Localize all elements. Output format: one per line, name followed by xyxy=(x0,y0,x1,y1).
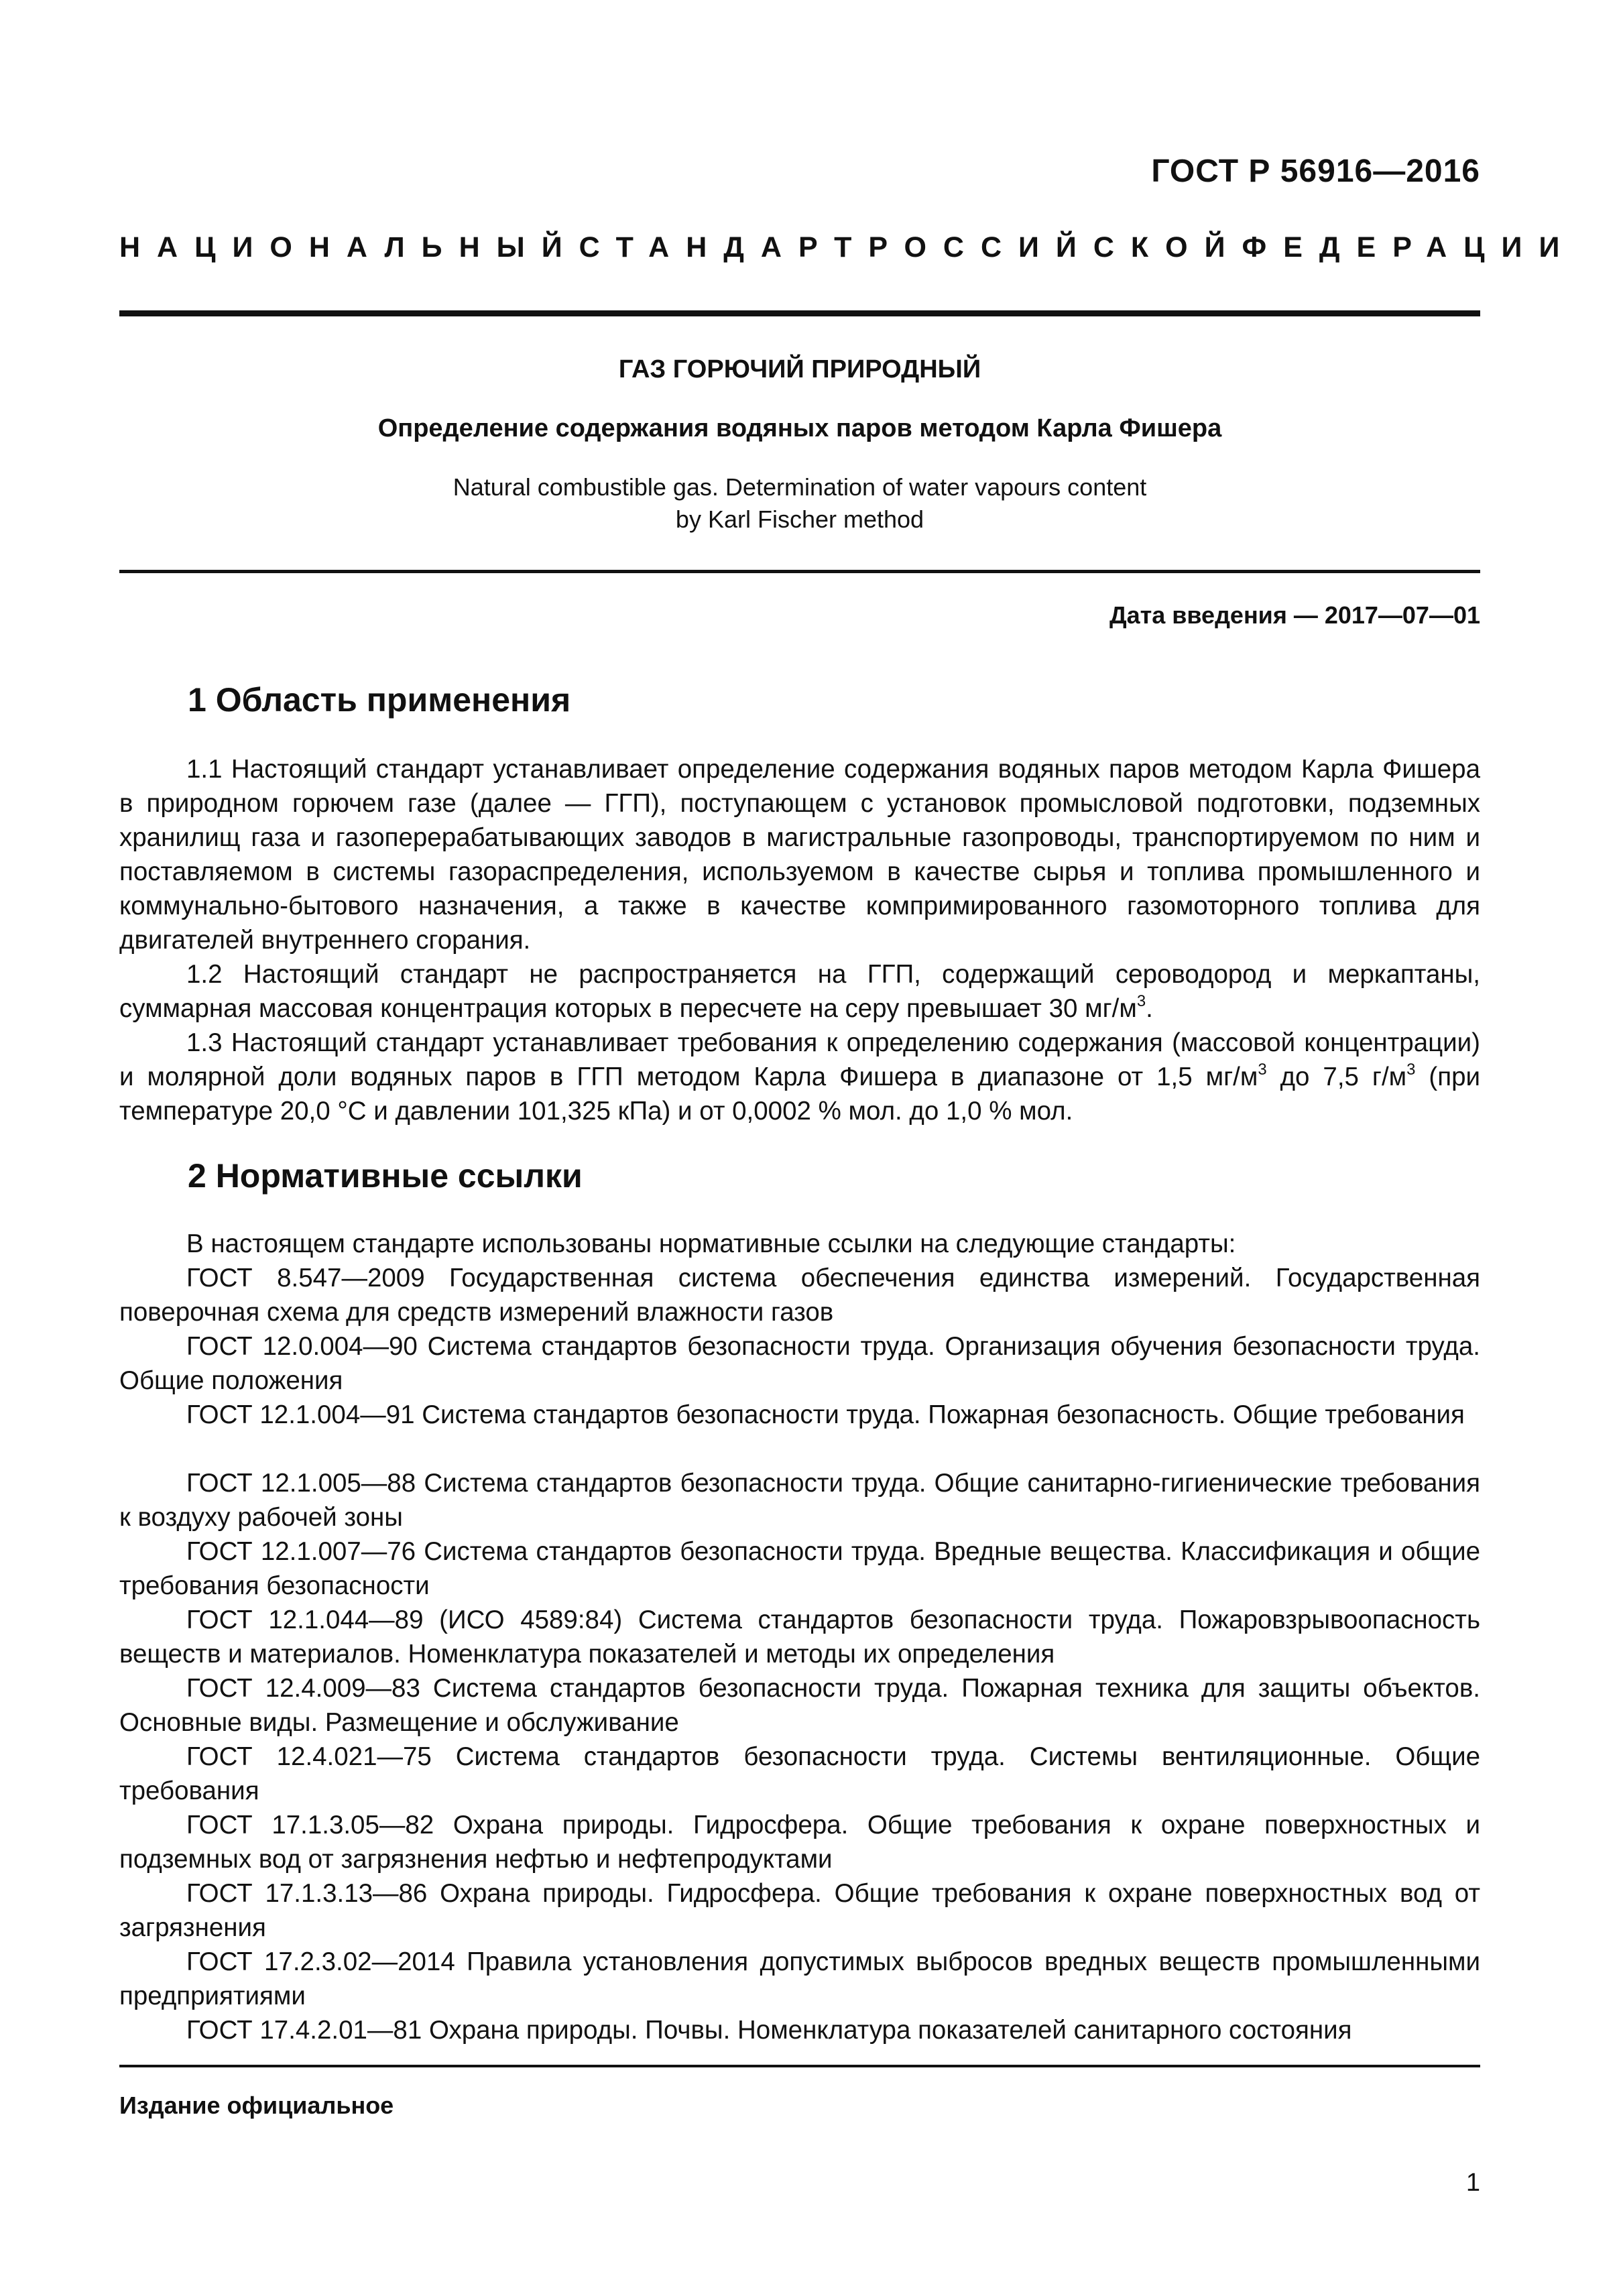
reference-text: ГОСТ 17.2.3.02—2014 Правила установления допустимых выбросов вредных веществ промышленными предприятиями xyxy=(119,1947,1480,2010)
reference-text: ГОСТ 8.547—2009 Государственная система обеспечения единства измерений. Государственная поверочная схема для средств измерений влажности газов xyxy=(119,1264,1480,1327)
reference-text: ГОСТ 17.1.3.05—82 Охрана природы. Гидросфера. Общие требования к охране поверхностных и подземных вод от загрязнения нефтью и нефтепродуктами xyxy=(119,1811,1480,1874)
reference-text: ГОСТ 12.1.004—91 Система стандартов безопасности труда. Пожарная безопасность. Общие требования xyxy=(186,1400,1465,1429)
document-number: ГОСТ Р 56916—2016 xyxy=(1151,154,1480,189)
official-edition-label: Издание официальное xyxy=(119,2092,394,2119)
reference-item xyxy=(119,1671,1480,1740)
section-1-heading: 1 Область применения xyxy=(188,681,571,719)
document-title: ГАЗ ГОРЮЧИЙ ПРИРОДНЫЙ xyxy=(618,355,981,383)
reference-text: ГОСТ 17.1.3.13—86 Охрана природы. Гидросфера. Общие требования к охране поверхностных вод от загрязнения xyxy=(119,1879,1480,1942)
reference-text: ГОСТ 12.0.004—90 Система стандартов безопасности труда. Организация обучения безопасности труда. Общие положения xyxy=(119,1332,1480,1395)
document-subtitle: Определение содержания водяных паров методом Карла Фишера xyxy=(377,414,1222,442)
reference-text: ГОСТ 12.4.021—75 Система стандартов безопасности труда. Системы вентиляционные. Общие требования xyxy=(119,1742,1480,1805)
reference-text: ГОСТ 12.1.007—76 Система стандартов безопасности труда. Вредные вещества. Классификация и общие требования безопасности xyxy=(119,1537,1480,1600)
reference-item xyxy=(119,1534,1480,1603)
footer-divider xyxy=(119,2065,1480,2067)
national-standard-banner xyxy=(119,231,1577,264)
title-divider xyxy=(119,570,1480,573)
reference-item xyxy=(119,1466,1480,1534)
reference-item xyxy=(119,1398,1480,1432)
reference-item xyxy=(119,1329,1480,1398)
page-number: 1 xyxy=(1465,2169,1480,2197)
paragraph-1-2-text: 1.2 Настоящий стандарт не распространяется на ГГП, содержащий сероводород и меркаптаны, суммарная массовая концентрация которых в пересчете на серу превышает 30 мг/м xyxy=(119,960,1480,1023)
paragraph-1-3 xyxy=(119,1026,1480,1128)
reference-item xyxy=(119,1740,1480,1808)
superscript: 3 xyxy=(1258,1060,1267,1079)
banner-word: СТАНДАРТ xyxy=(579,231,869,263)
header-divider xyxy=(119,310,1480,316)
paragraph-1-3-text-b: до 7,5 г/м xyxy=(1266,1063,1407,1091)
introduction-date: Дата введения — 2017—07—01 xyxy=(1109,601,1480,629)
paragraph-1-3-text-c: (при температуре 20,0 °С и давлении 101,325 кПа) и от 0,0002 % мол. до 1,0 % мол. xyxy=(119,1063,1480,1126)
reference-item xyxy=(119,1603,1480,1671)
reference-text: ГОСТ 12.4.009—83 Система стандартов безопасности труда. Пожарная техника для защиты объектов. Основные виды. Размещение и обслуживание xyxy=(119,1674,1480,1737)
reference-text: ГОСТ 12.1.005—88 Система стандартов безопасности труда. Общие санитарно-гигиенические требования к воздуху рабочей зоны xyxy=(119,1469,1480,1532)
reference-text: ГОСТ 12.1.044—89 (ИСО 4589:84) Система стандартов безопасности труда. Пожаровзрывоопасность веществ и материалов. Номенклатура показателей и методы их определения xyxy=(119,1606,1480,1669)
reference-item xyxy=(119,2013,1480,2047)
paragraph-1-2 xyxy=(119,957,1480,1026)
english-title xyxy=(119,471,1480,536)
superscript: 3 xyxy=(1406,1060,1416,1079)
reference-text: ГОСТ 17.4.2.01—81 Охрана природы. Почвы. Номенклатура показателей санитарного состояния xyxy=(186,2016,1352,2045)
section-2-intro-text: В настоящем стандарте использованы нормативные ссылки на следующие стандарты: xyxy=(186,1229,1236,1258)
section-2-heading: 2 Нормативные ссылки xyxy=(188,1157,583,1195)
superscript: 3 xyxy=(1136,991,1146,1010)
banner-word: РОССИЙСКОЙ xyxy=(868,231,1242,263)
reference-item xyxy=(119,1808,1480,1876)
paragraph-1-1-text: 1.1 Настоящий стандарт устанавливает определение содержания водяных паров методом Карла Фишера в природном горючем газе (далее — ГГП), поступающем с установок промысловой подготовки, подземных хранилищ газа и газоперерабатывающих заводов в магистральные газопроводы, транспортируемом по ним и поставляемом в системы газораспределения, используемом в качестве сырья и топлива промышленного и коммунально-бытового назначения, а также в качестве компримированного газомоторного топлива для двигателей внутреннего сгорания. xyxy=(119,755,1480,955)
paragraph-1-2-end: . xyxy=(1146,994,1153,1023)
reference-item xyxy=(119,1945,1480,2013)
section-2-intro xyxy=(119,1227,1480,1261)
reference-item xyxy=(119,1876,1480,1945)
banner-word: НАЦИОНАЛЬНЫЙ xyxy=(119,231,579,263)
paragraph-1-1 xyxy=(119,752,1480,957)
banner-word: ФЕДЕРАЦИИ xyxy=(1242,231,1577,263)
reference-item xyxy=(119,1261,1480,1329)
paragraph-1-3-text-a: 1.3 Настоящий стандарт устанавливает требования к определению содержания (массовой концентрации) и молярной доли водяных паров в ГГП методом Карла Фишера в диапазоне от 1,5 мг/м xyxy=(119,1028,1480,1091)
english-title-line-1: Natural combustible gas. Determination of water vapours content xyxy=(453,473,1147,501)
english-title-line-2: by Karl Fischer method xyxy=(675,505,924,533)
